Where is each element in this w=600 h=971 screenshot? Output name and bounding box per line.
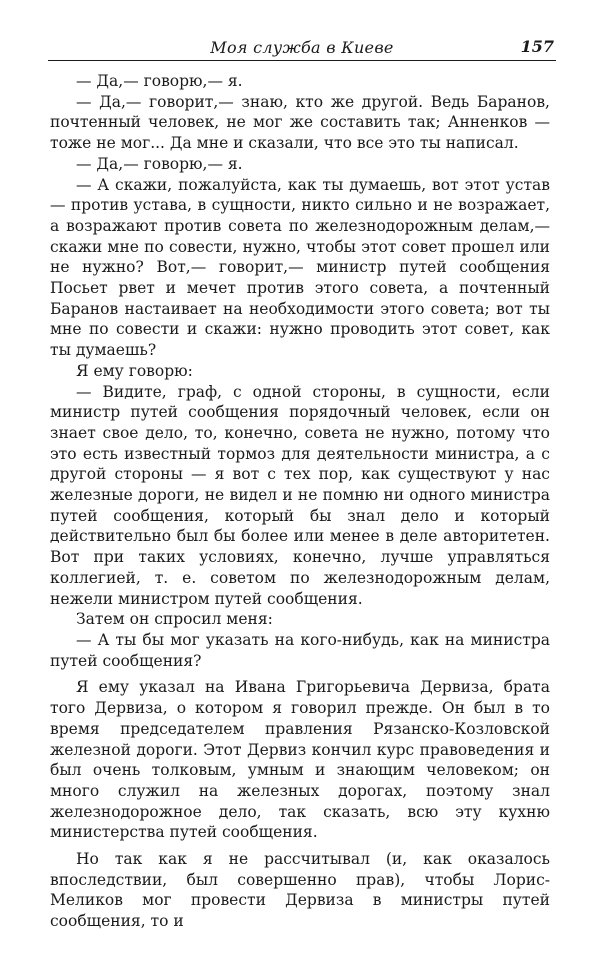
paragraph: — А скажи, пожалуйста, как ты думаешь, вот этот устав — против устава, в сущности, никто сильно и не возражает, а возражают против совета по железнодорожным делам,— скажи мне по совести, нужно, чтобы этот совет прошел или не нужно? Вот,— говорит,— министр путей сообщения Посьет рвет и мечет против этого совета, а почтенный Баранов настаивает на необходимости этого совета; вот ты мне по совести и скажи: нужно проводить этот совет, как ты думаешь? <box>50 175 550 360</box>
paragraph: — А ты бы мог указать на кого-нибудь, как на министра путей сообщения? <box>50 630 550 670</box>
page-number: 157 <box>520 37 554 56</box>
running-header <box>48 36 556 61</box>
paragraph: Я ему говорю: <box>76 361 193 380</box>
paragraph: — Да,— говорю,— я. <box>76 154 243 173</box>
paragraph: Я ему указал на Ивана Григорьевича Дервиза, брата того Дервиза, о котором я говорил прежде. Он был в то время председателем правления Рязанско-Козловской железной дороги. Этот Дервиз кончил курс правоведения и был очень толковым, умным и знающим человеком; он много служил на железных дорогах, поэтому знал железнодорожное дело, так сказать, всю эту кухню министерства путей сообщения. <box>50 678 550 842</box>
paragraph: Но так как я не рассчитывал (и, как оказалось впоследствии, был совершенно прав), чтобы Лорис-Меликов мог провести Дервиза в министры путей сообщения, то и <box>50 850 550 931</box>
paragraph: — Да,— говорит,— знаю, кто же другой. Ведь Баранов, почтенный человек, не мог же составить так; Анненков — тоже не мог... Да мне и сказали, что все это ты написал. <box>50 92 550 153</box>
body-text <box>50 71 550 932</box>
paragraph: — Да,— говорю,— я. <box>76 72 243 90</box>
paragraph: Затем он спросил меня: <box>76 610 273 629</box>
running-title: Моя служба в Киеве <box>210 38 394 57</box>
paragraph: — Видите, граф, с одной стороны, в сущности, если министр путей сообщения порядочный человек, если он знает свое дело, то, конечно, совета не нужно, потому что это есть известный тормоз для деятельности министра, а с другой стороны — я вот с тех пор, как существуют у нас железные дороги, не видел и не помню ни одного министра путей сообщения, который бы знал дело и который действительно был бы более или менее в деле авторитетен. Вот при таких условиях, конечно, лучше управляться коллегией, т. е. советом по железнодорожным делам, нежели министром путей сообщения. <box>50 382 550 608</box>
